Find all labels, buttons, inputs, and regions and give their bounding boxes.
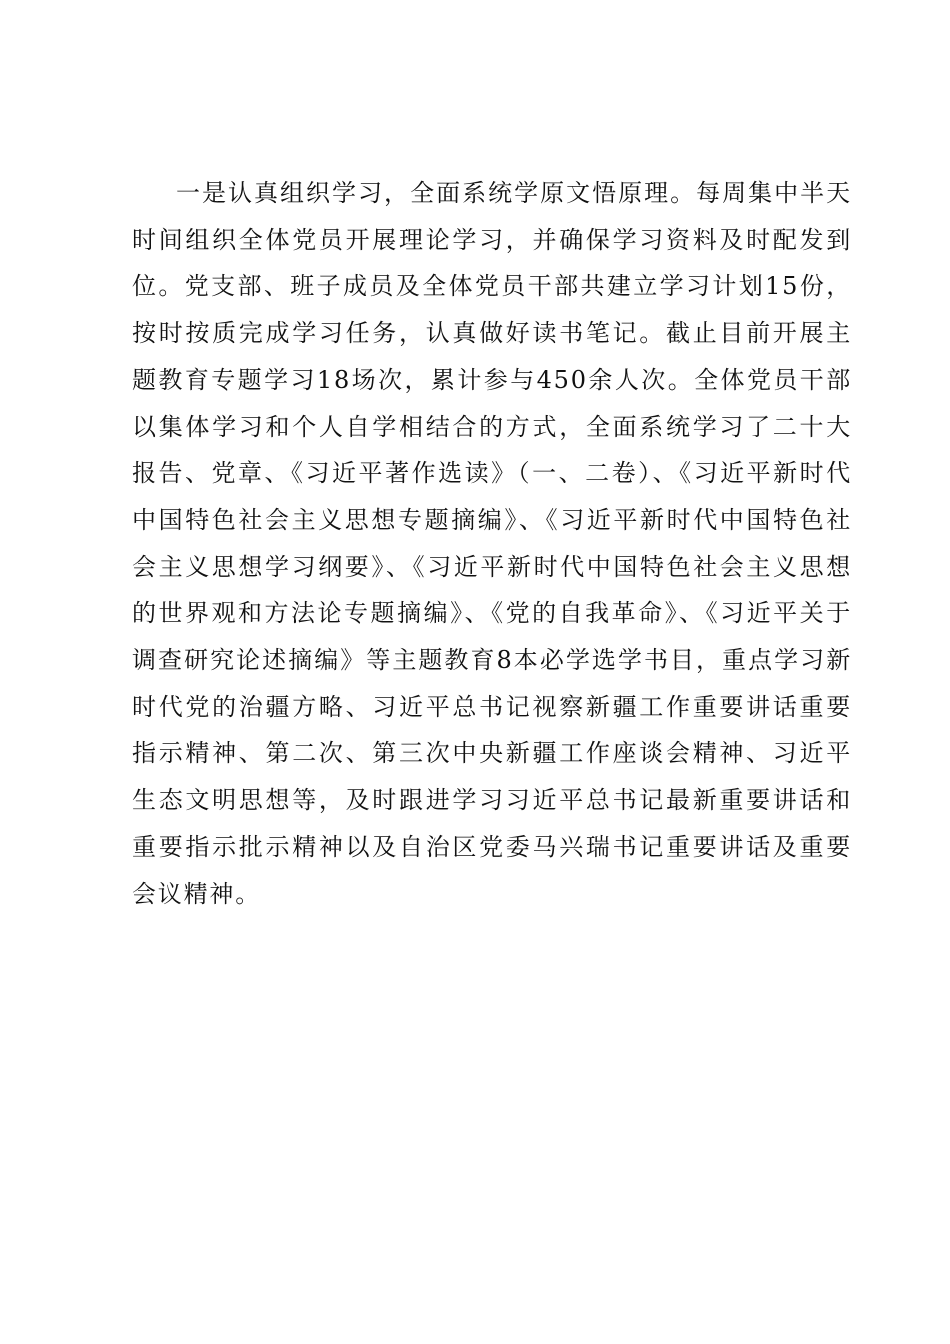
body-paragraph: 一是认真组织学习，全面系统学原文悟原理。每周集中半天时间组织全体党员开展理论学习，并确保学习资料及时配发到位。党支部、班子成员及全体党员干部共建立学习计划15份，按时按质完成学习任务，认真做好读书笔记。截止目前开展主题教育专题学习18场次，累计参与450余人次。全体党员干部以集体学习和个人自学相结合的方式，全面系统学习了二十大报告、党章、《习近平著作选读》（一、二卷）、《习近平新时代中国特色社会主义思想专题摘编》、《习近平新时代中国特色社会主义思想学习纲要》、《习近平新时代中国特色社会主义思想的世界观和方法论专题摘编》、《党的自我革命》、《习近平关于调查研究论述摘编》等主题教育8本必学选学书目，重点学习新时代党的治疆方略、习近平总书记视察新疆工作重要讲话重要指示精神、第二次、第三次中央新疆工作座谈会精神、习近平生态文明思想等，及时跟进学习习近平总书记最新重要讲话和重要指示批示精神以及自治区党委马兴瑞书记重要讲话及重要会议精神。	[132, 179, 852, 908]
